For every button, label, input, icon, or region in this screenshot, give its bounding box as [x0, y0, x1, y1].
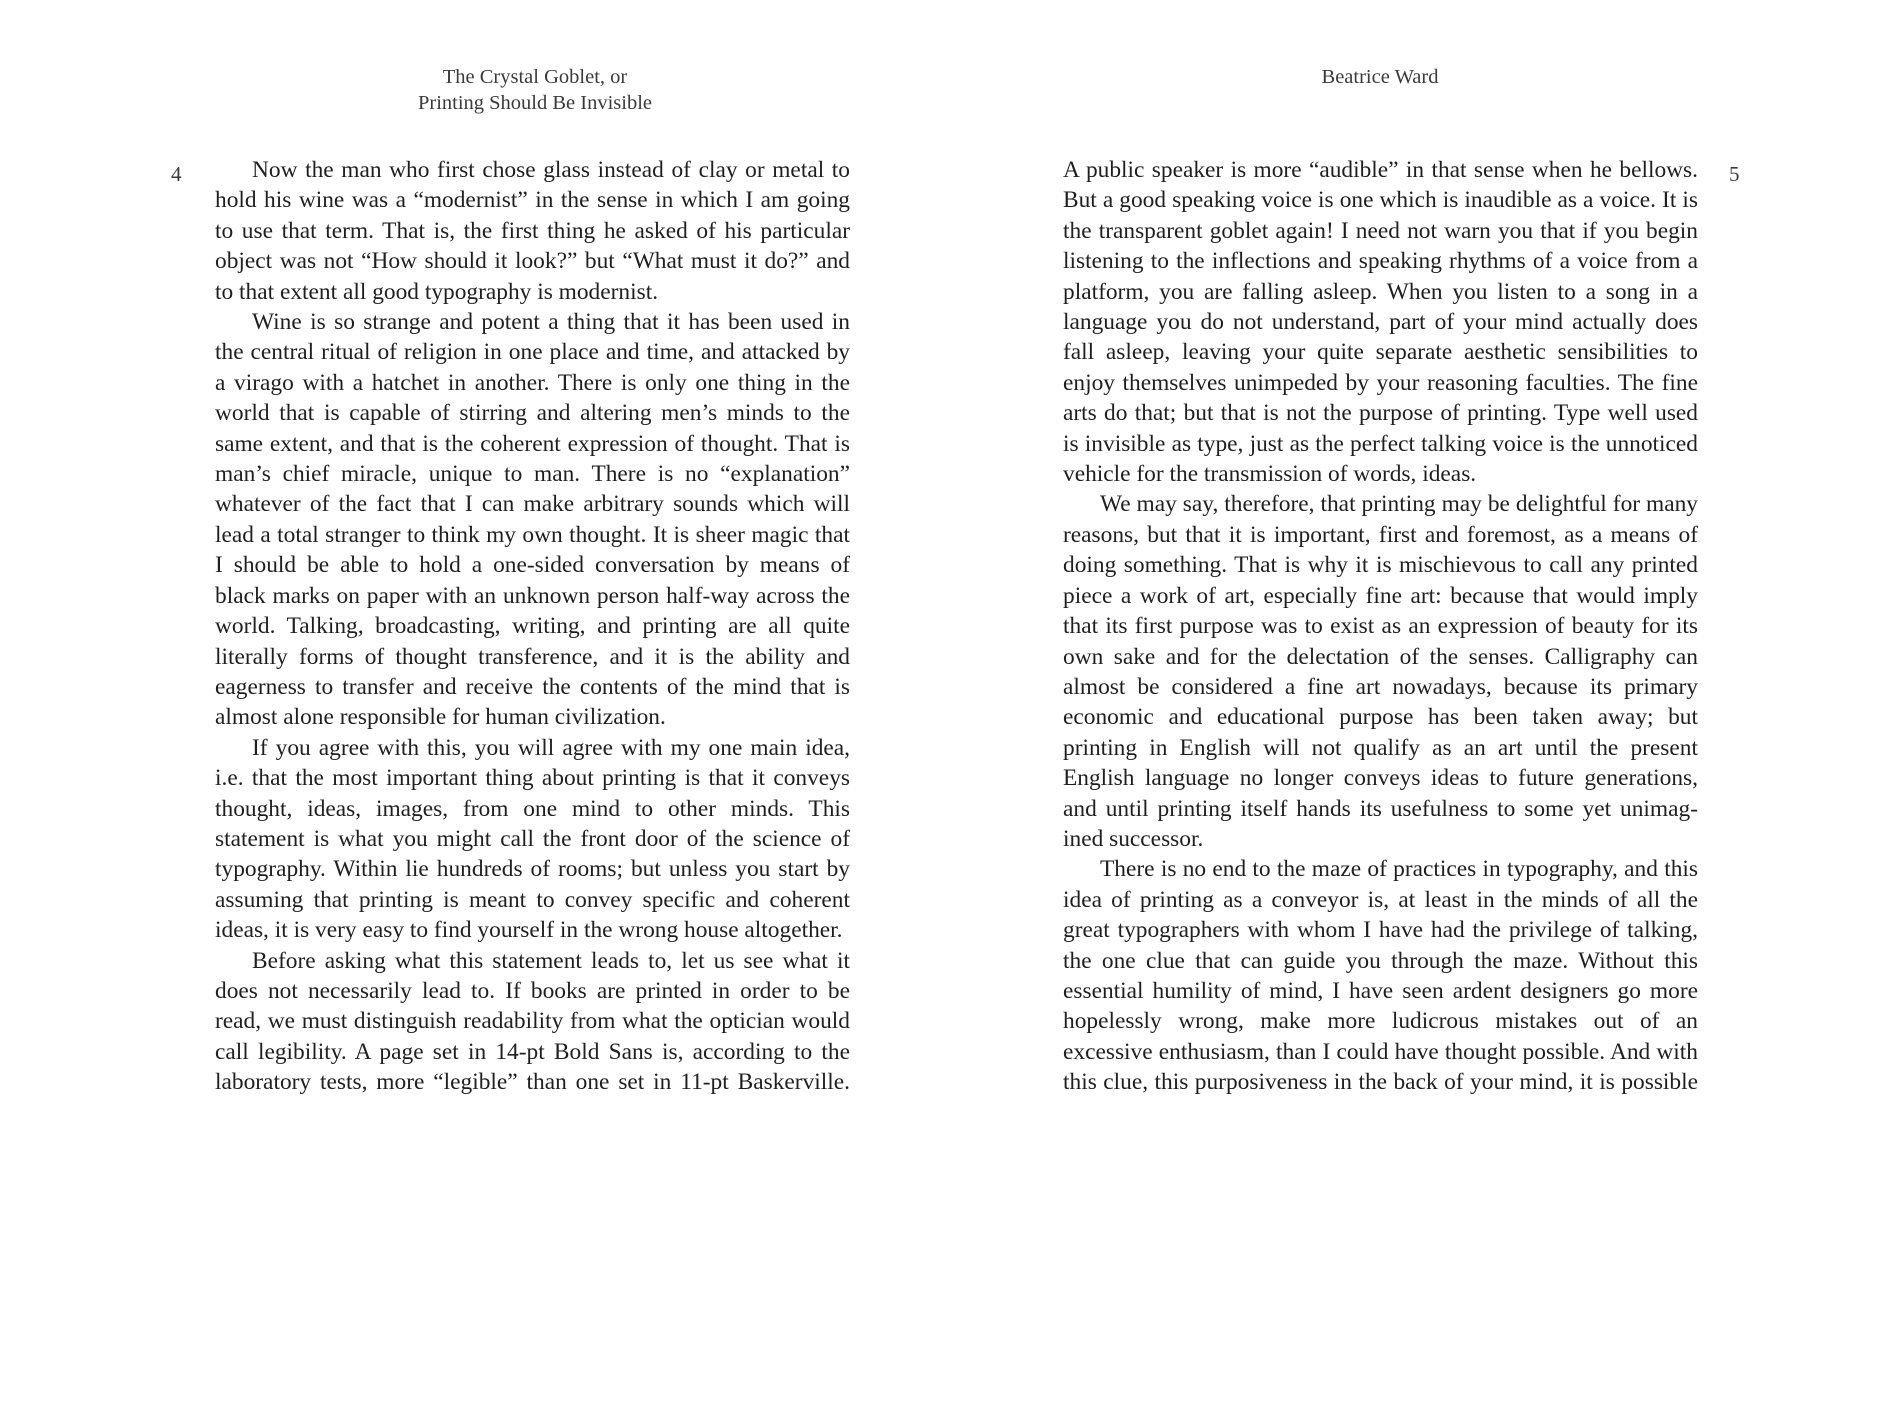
- paragraph: There is no end to the maze of practices in typography, and this idea of printing as a conveyor is, at least in the minds of all the great typographers with whom I have had the privilege of talking, the one clue that can guide you through the maze. Without this essential humility of mind, I have seen ardent designers go more hopelessly wrong, make more ludicrous mistakes out of an excessive enthusiasm, than I could have thought possible. And with this clue, this purposiveness in the back of your mind, it is possible: [1063, 856, 1698, 1096]
- paragraph: A public speaker is more “audible” in that sense when he bellows. But a good speaking voice is one which is inaudible as a voice. It is the transparent goblet again! I need not warn you that if you begin listening to the inflections and speaking rhythms of a voice from a platform, you are falling asleep. When you listen to a song in a language you do not understand, part of your mind actually does fall asleep, leaving your quite separate aesthetic sensibilities to enjoy themselves unimpeded by your reasoning faculties. The fine arts do that; but that is not the purpose of printing. Type well used is invisible as type, just as the perfect talking voice is the unnoticed vehicle for the transmission of words, ideas.: [1063, 157, 1698, 488]
- paragraph: Before asking what this statement leads to, let us see what it does not necessarily lead to. If books are printed in order to be read, we must distinguish readability from what the optician would call legibility. A page set in 14-pt Bold Sans is, according to the laboratory tests, more “legible” than one set in 11-pt Baskerville.: [215, 947, 850, 1096]
- left-page-body: [215, 155, 850, 1098]
- page-number-left: 4: [171, 162, 182, 186]
- paragraph: We may say, therefore, that printing may be delightful for many reasons, but that it is important, first and foremost, as a means of doing something. That is why it is mischievous to call any printed piece a work of art, especially fine art: because that would imply that its first purpose was to exist as an expression of beauty for its own sake and for the delectation of the senses. Calligraphy can almost be considered a fine art nowadays, because its primary economic and educational purpose has been taken away; but printing in English will not qualify as an art until the present English language no longer conveys ideas to future generations, and until printing itself hands its usefulness to some yet unimagined successor.: [1063, 491, 1698, 852]
- running-head-author: [1230, 64, 1530, 90]
- right-page-body: [1063, 155, 1698, 1098]
- paragraph: Now the man who first chose glass instead of clay or metal to hold his wine was a “modernist” in the sense in which I am going to use that term. That is, the first thing he asked of his particular object was not “How should it look?” but “What must it do?” and to that extent all good typography is modernist.: [215, 157, 850, 305]
- running-head-title-line-1: The Crystal Goblet, or: [442, 66, 628, 88]
- paragraph: If you agree with this, you will agree with my one main idea, i.e. that the most important thing about printing is that it conveys thought, ideas, images, from one mind to other minds. This statement is what you might call the front door of the science of typography. Within lie hundreds of rooms; but unless you start by assuming that printing is meant to convey specific and coherent ideas, it is very easy to find yourself in the wrong house altogether.: [215, 734, 850, 944]
- paragraph: Wine is so strange and potent a thing that it has been used in the central ritual of religion in one place and time, and attacked by a virago with a hatchet in another. There is only one thing in the world that is capable of stirring and altering men’s minds to the same extent, and that is the coherent expression of thought. That is man’s chief miracle, unique to man. There is no “explanation” whatever of the fact that I can make arbitrary sounds which will lead a total stranger to think my own thought. It is sheer magic that I should be able to hold a one-sided conversation by means of black marks on paper with an unknown person half-way across the world. Talking, broadcasting, writing, and printing are all quite literally forms of thought transference, and it is the ability and eagerness to transfer and receive the contents of the mind that is almost alone responsible for human civilization.: [215, 309, 850, 731]
- running-head-title-line-2: Printing Should Be Invisible: [417, 92, 653, 114]
- running-head-author-name: Beatrice Ward: [1321, 66, 1439, 88]
- running-head-title: [385, 64, 685, 116]
- page-number-right: 5: [1729, 162, 1740, 186]
